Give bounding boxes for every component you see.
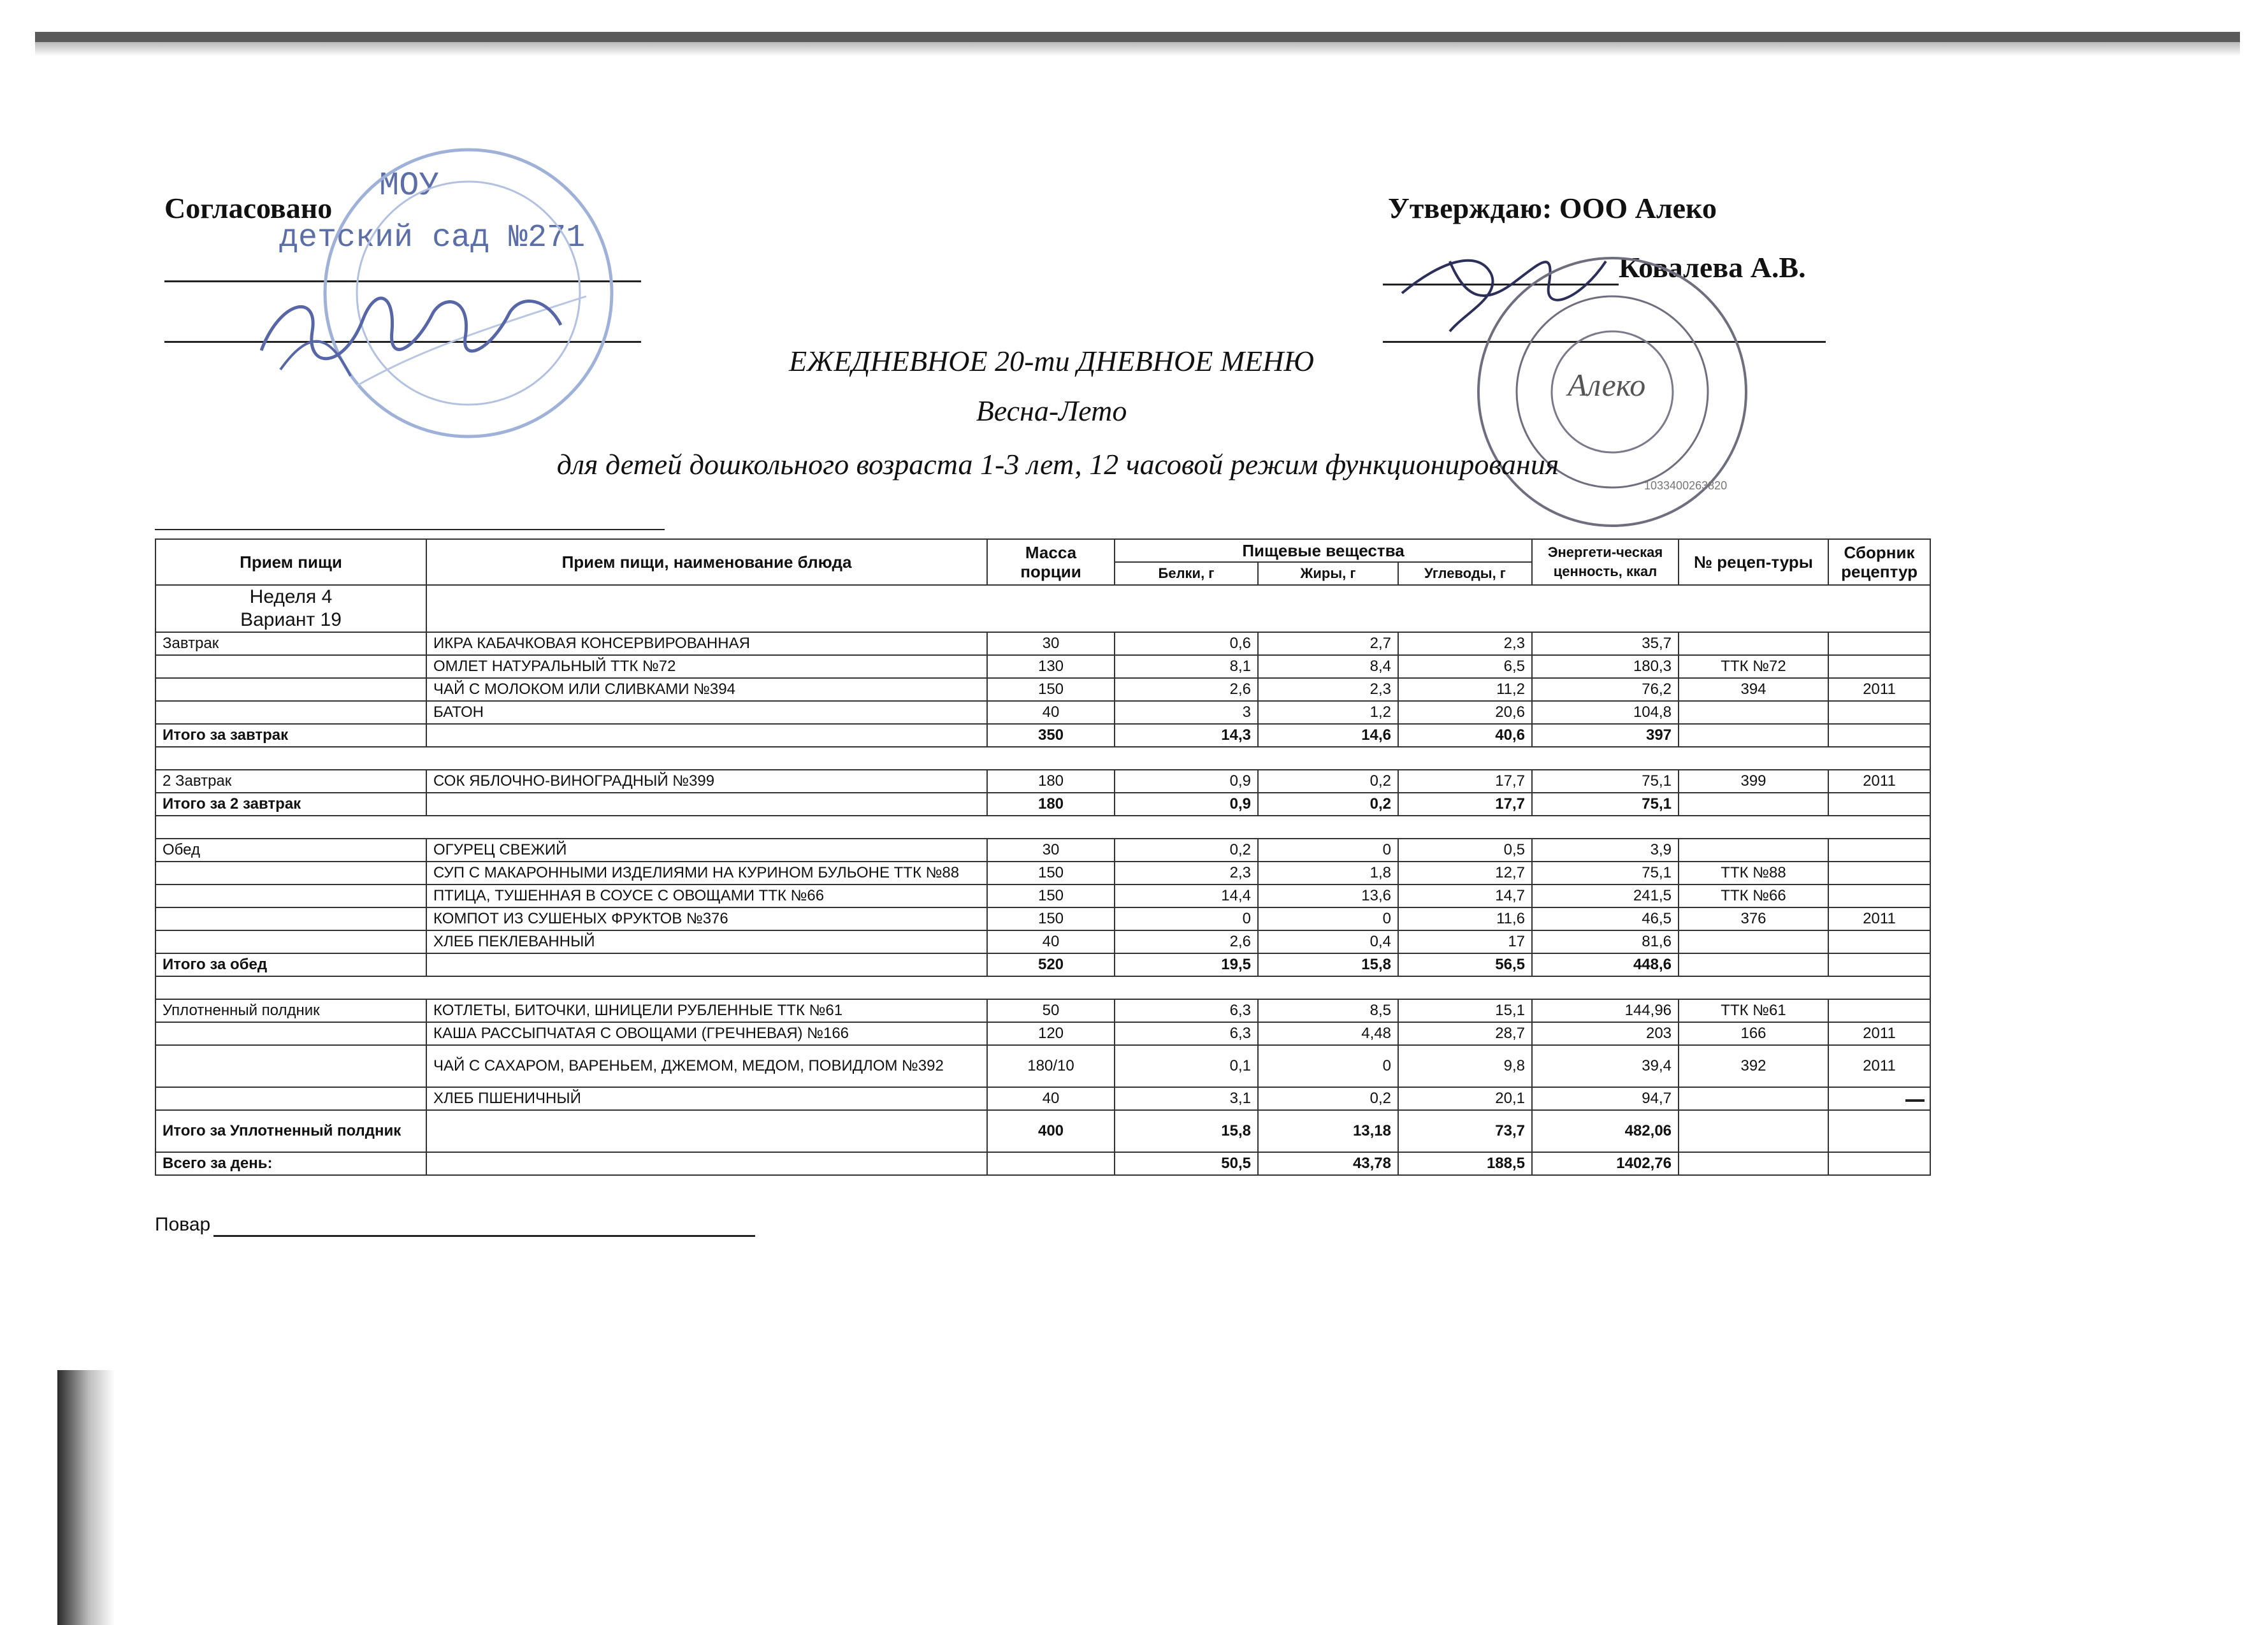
meal-cell: Итого за 2 завтрак <box>155 793 426 816</box>
stamp-kindergarten-text: детский сад №271 <box>279 220 586 256</box>
meal-cell <box>155 655 426 678</box>
meal-cell: Итого за завтрак <box>155 724 426 747</box>
fat-cell: 13,18 <box>1258 1110 1398 1152</box>
energy-cell: 35,7 <box>1532 632 1679 655</box>
meal-cell <box>155 1045 426 1087</box>
mass-cell: 350 <box>987 724 1115 747</box>
meal-cell <box>155 907 426 930</box>
collection-cell <box>1828 930 1930 953</box>
col-recipe-header: № рецеп-туры <box>1679 539 1828 585</box>
col-fat-header: Жиры, г <box>1258 562 1398 585</box>
energy-cell: 81,6 <box>1532 930 1679 953</box>
recipe-cell: ТТК №66 <box>1679 885 1828 907</box>
carbs-cell: 17,7 <box>1398 793 1532 816</box>
meal-cell: Завтрак <box>155 632 426 655</box>
carbs-cell: 73,7 <box>1398 1110 1532 1152</box>
stamp-org-text: МОУ <box>379 167 439 205</box>
protein-cell: 19,5 <box>1115 953 1258 976</box>
recipe-cell <box>1679 839 1828 862</box>
collection-cell <box>1828 1152 1930 1175</box>
collection-cell: 2011 <box>1828 1022 1930 1045</box>
meal-cell: Обед <box>155 839 426 862</box>
protein-cell: 0,1 <box>1115 1045 1258 1087</box>
carbs-cell: 17 <box>1398 930 1532 953</box>
carbs-cell: 11,2 <box>1398 678 1532 701</box>
col-dish-header: Прием пищи, наименование блюда <box>426 539 987 585</box>
mass-cell: 520 <box>987 953 1115 976</box>
carbs-cell: 28,7 <box>1398 1022 1532 1045</box>
mass-cell: 150 <box>987 862 1115 885</box>
col-protein-header: Белки, г <box>1115 562 1258 585</box>
menu-table <box>155 538 1931 1176</box>
total-row <box>155 953 1930 976</box>
mass-cell: 400 <box>987 1110 1115 1152</box>
fat-cell: 0 <box>1258 907 1398 930</box>
table-row <box>155 907 1930 930</box>
energy-cell: 482,06 <box>1532 1110 1679 1152</box>
meal-cell <box>155 862 426 885</box>
fat-cell: 0 <box>1258 839 1398 862</box>
fat-cell: 2,3 <box>1258 678 1398 701</box>
recipe-cell <box>1679 793 1828 816</box>
spacer-cell <box>155 976 1930 999</box>
fat-cell: 1,8 <box>1258 862 1398 885</box>
carbs-cell: 2,3 <box>1398 632 1532 655</box>
fat-cell: 0,2 <box>1258 793 1398 816</box>
dish-cell: СОК ЯБЛОЧНО-ВИНОГРАДНЫЙ №399 <box>426 770 987 793</box>
total-row <box>155 1152 1930 1175</box>
mass-cell: 40 <box>987 1087 1115 1110</box>
col-meal-header: Прием пищи <box>155 539 426 585</box>
col-nutrients-header: Пищевые вещества <box>1115 539 1532 562</box>
fat-cell: 4,48 <box>1258 1022 1398 1045</box>
protein-cell: 50,5 <box>1115 1152 1258 1175</box>
protein-cell: 0,2 <box>1115 839 1258 862</box>
col-mass-header: Масса порции <box>987 539 1115 585</box>
carbs-cell: 11,6 <box>1398 907 1532 930</box>
energy-cell: 203 <box>1532 1022 1679 1045</box>
protein-cell: 2,6 <box>1115 678 1258 701</box>
recipe-cell <box>1679 724 1828 747</box>
mass-cell: 180 <box>987 770 1115 793</box>
dish-cell: КОМПОТ ИЗ СУШЕНЫХ ФРУКТОВ №376 <box>426 907 987 930</box>
table-row <box>155 701 1930 724</box>
meal-cell: Всего за день: <box>155 1152 426 1175</box>
stamp-ogrn: 1033400263820 <box>1644 479 1728 492</box>
table-row <box>155 632 1930 655</box>
menu-title: ЕЖЕДНЕВНОЕ 20-ти ДНЕВНОЕ МЕНЮ <box>789 345 1314 377</box>
collection-cell <box>1828 632 1930 655</box>
energy-cell: 448,6 <box>1532 953 1679 976</box>
fat-cell: 0,4 <box>1258 930 1398 953</box>
collection-cell: 2011 <box>1828 678 1930 701</box>
energy-cell: 180,3 <box>1532 655 1679 678</box>
spacer-row <box>155 816 1930 839</box>
fat-cell: 1,2 <box>1258 701 1398 724</box>
energy-cell: 75,1 <box>1532 862 1679 885</box>
divider-line <box>155 529 665 530</box>
carbs-cell: 9,8 <box>1398 1045 1532 1087</box>
agreed-label: Согласовано <box>164 192 333 224</box>
recipe-cell <box>1679 1152 1828 1175</box>
scan-top-shadow <box>35 42 2240 56</box>
mass-cell: 130 <box>987 655 1115 678</box>
fat-cell: 8,5 <box>1258 999 1398 1022</box>
collection-cell <box>1828 655 1930 678</box>
protein-cell: 14,4 <box>1115 885 1258 907</box>
week-variant-cell <box>155 585 426 632</box>
week-row-spacer <box>426 585 1930 632</box>
total-row <box>155 724 1930 747</box>
dish-cell: ЧАЙ С САХАРОМ, ВАРЕНЬЕМ, ДЖЕМОМ, МЕДОМ, ПОВИДЛОМ №392 <box>426 1045 987 1087</box>
energy-cell: 1402,76 <box>1532 1152 1679 1175</box>
mass-cell: 150 <box>987 678 1115 701</box>
fat-cell: 43,78 <box>1258 1152 1398 1175</box>
menu-season: Весна-Лето <box>976 394 1127 427</box>
week-row <box>155 585 1930 632</box>
stamp-center-text: Алеко <box>1568 367 1646 403</box>
collection-cell <box>1828 839 1930 862</box>
week-label: Неделя 4 <box>249 586 333 607</box>
mass-cell: 180/10 <box>987 1045 1115 1087</box>
collection-cell: 2011 <box>1828 907 1930 930</box>
carbs-cell: 188,5 <box>1398 1152 1532 1175</box>
fat-cell: 0,2 <box>1258 1087 1398 1110</box>
collection-cell <box>1828 953 1930 976</box>
carbs-cell: 0,5 <box>1398 839 1532 862</box>
dish-cell <box>426 1110 987 1152</box>
recipe-cell <box>1679 953 1828 976</box>
table-row <box>155 1022 1930 1045</box>
variant-label: Вариант 19 <box>240 609 342 630</box>
energy-cell: 75,1 <box>1532 793 1679 816</box>
cook-label: Повар <box>155 1214 211 1235</box>
dish-cell: ИКРА КАБАЧКОВАЯ КОНСЕРВИРОВАННАЯ <box>426 632 987 655</box>
carbs-cell: 12,7 <box>1398 862 1532 885</box>
collection-cell <box>1828 701 1930 724</box>
energy-cell: 39,4 <box>1532 1045 1679 1087</box>
table-row <box>155 999 1930 1022</box>
col-carbs-header: Углеводы, г <box>1398 562 1532 585</box>
cook-signature-line <box>213 1235 755 1237</box>
mass-cell <box>987 1152 1115 1175</box>
energy-cell: 3,9 <box>1532 839 1679 862</box>
carbs-cell: 6,5 <box>1398 655 1532 678</box>
dish-cell: СУП С МАКАРОННЫМИ ИЗДЕЛИЯМИ НА КУРИНОМ БУЛЬОНЕ ТТК №88 <box>426 862 987 885</box>
recipe-cell: 394 <box>1679 678 1828 701</box>
meal-cell <box>155 1022 426 1045</box>
energy-cell: 94,7 <box>1532 1087 1679 1110</box>
collection-cell <box>1828 862 1930 885</box>
protein-cell: 0,9 <box>1115 793 1258 816</box>
fat-cell: 14,6 <box>1258 724 1398 747</box>
carbs-cell: 40,6 <box>1398 724 1532 747</box>
meal-cell: Уплотненный полдник <box>155 999 426 1022</box>
energy-cell: 104,8 <box>1532 701 1679 724</box>
recipe-cell: 166 <box>1679 1022 1828 1045</box>
recipe-cell <box>1679 1087 1828 1110</box>
protein-cell: 0 <box>1115 907 1258 930</box>
table-row <box>155 655 1930 678</box>
total-row <box>155 1110 1930 1152</box>
meal-cell: Итого за обед <box>155 953 426 976</box>
meal-cell <box>155 678 426 701</box>
carbs-cell: 20,1 <box>1398 1087 1532 1110</box>
dish-cell: ПТИЦА, ТУШЕННАЯ В СОУСЕ С ОВОЩАМИ ТТК №66 <box>426 885 987 907</box>
protein-cell: 6,3 <box>1115 999 1258 1022</box>
protein-cell: 14,3 <box>1115 724 1258 747</box>
dish-cell <box>426 724 987 747</box>
mass-cell: 30 <box>987 632 1115 655</box>
mass-cell: 40 <box>987 930 1115 953</box>
table-row <box>155 1045 1930 1087</box>
protein-cell: 2,6 <box>1115 930 1258 953</box>
recipe-cell: 376 <box>1679 907 1828 930</box>
energy-cell: 397 <box>1532 724 1679 747</box>
fat-cell: 0 <box>1258 1045 1398 1087</box>
mass-cell: 40 <box>987 701 1115 724</box>
recipe-cell <box>1679 1110 1828 1152</box>
dish-cell: ХЛЕБ ПШЕНИЧНЫЙ <box>426 1087 987 1110</box>
dish-cell <box>426 793 987 816</box>
spacer-row <box>155 976 1930 999</box>
recipe-cell: ТТК №61 <box>1679 999 1828 1022</box>
col-collection-header: Сборник рецептур <box>1828 539 1930 585</box>
table-row <box>155 862 1930 885</box>
protein-cell: 2,3 <box>1115 862 1258 885</box>
recipe-cell: ТТК №72 <box>1679 655 1828 678</box>
table-row <box>155 1087 1930 1110</box>
meal-cell <box>155 930 426 953</box>
carbs-cell: 17,7 <box>1398 770 1532 793</box>
dish-cell <box>426 1152 987 1175</box>
spacer-cell <box>155 747 1930 770</box>
carbs-cell: 14,7 <box>1398 885 1532 907</box>
table-row <box>155 839 1930 862</box>
protein-cell: 6,3 <box>1115 1022 1258 1045</box>
table-row <box>155 885 1930 907</box>
energy-cell: 76,2 <box>1532 678 1679 701</box>
mass-cell: 180 <box>987 793 1115 816</box>
energy-cell: 75,1 <box>1532 770 1679 793</box>
dish-cell: ОМЛЕТ НАТУРАЛЬНЫЙ ТТК №72 <box>426 655 987 678</box>
recipe-cell: 399 <box>1679 770 1828 793</box>
meal-cell: 2 Завтрак <box>155 770 426 793</box>
meal-cell <box>155 885 426 907</box>
dish-cell <box>426 953 987 976</box>
recipe-cell <box>1679 632 1828 655</box>
dish-cell: КАША РАССЫПЧАТАЯ С ОВОЩАМИ (ГРЕЧНЕВАЯ) №166 <box>426 1022 987 1045</box>
fat-cell: 0,2 <box>1258 770 1398 793</box>
fat-cell: 15,8 <box>1258 953 1398 976</box>
meal-cell: Итого за Уплотненный полдник <box>155 1110 426 1152</box>
collection-cell <box>1828 885 1930 907</box>
dish-cell: БАТОН <box>426 701 987 724</box>
energy-cell: 46,5 <box>1532 907 1679 930</box>
mass-cell: 30 <box>987 839 1115 862</box>
spacer-row <box>155 747 1930 770</box>
dish-cell: ЧАЙ С МОЛОКОМ ИЛИ СЛИВКАМИ №394 <box>426 678 987 701</box>
collection-cell <box>1828 793 1930 816</box>
collection-cell <box>1828 999 1930 1022</box>
fat-cell: 13,6 <box>1258 885 1398 907</box>
energy-cell: 144,96 <box>1532 999 1679 1022</box>
protein-cell: 0,6 <box>1115 632 1258 655</box>
table-row <box>155 678 1930 701</box>
menu-subtitle: для детей дошкольного возраста 1-3 лет, 12 часовой режим функционирования <box>556 448 1559 480</box>
mass-cell: 150 <box>987 885 1115 907</box>
recipe-cell: 392 <box>1679 1045 1828 1087</box>
mass-cell: 150 <box>987 907 1115 930</box>
table-row <box>155 930 1930 953</box>
total-row <box>155 793 1930 816</box>
meal-cell <box>155 701 426 724</box>
mass-cell: 50 <box>987 999 1115 1022</box>
scan-top-edge <box>35 32 2240 42</box>
collection-cell: 2011 <box>1828 770 1930 793</box>
mass-cell: 120 <box>987 1022 1115 1045</box>
recipe-cell: ТТК №88 <box>1679 862 1828 885</box>
carbs-cell: 56,5 <box>1398 953 1532 976</box>
carbs-cell: 20,6 <box>1398 701 1532 724</box>
spacer-cell <box>155 816 1930 839</box>
protein-cell: 8,1 <box>1115 655 1258 678</box>
protein-cell: 3,1 <box>1115 1087 1258 1110</box>
collection-cell <box>1828 1110 1930 1152</box>
protein-cell: 15,8 <box>1115 1110 1258 1152</box>
approver-name: Ковалева А.В. <box>1619 251 1806 284</box>
meal-cell <box>155 1087 426 1110</box>
fat-cell: 8,4 <box>1258 655 1398 678</box>
recipe-cell <box>1679 701 1828 724</box>
protein-cell: 0,9 <box>1115 770 1258 793</box>
fat-cell: 2,7 <box>1258 632 1398 655</box>
approve-label: Утверждаю: ООО Алеко <box>1388 192 1717 224</box>
recipe-cell <box>1679 930 1828 953</box>
col-energy-header: Энергети-ческая ценность, ккал <box>1532 539 1679 585</box>
scan-left-shadow <box>57 1370 115 1625</box>
energy-cell: 241,5 <box>1532 885 1679 907</box>
table-row <box>155 770 1930 793</box>
collection-cell <box>1828 724 1930 747</box>
dish-cell: ХЛЕБ ПЕКЛЕВАННЫЙ <box>426 930 987 953</box>
carbs-cell: 15,1 <box>1398 999 1532 1022</box>
dish-cell: КОТЛЕТЫ, БИТОЧКИ, ШНИЦЕЛИ РУБЛЕННЫЕ ТТК №61 <box>426 999 987 1022</box>
collection-cell: 2011 <box>1828 1045 1930 1087</box>
dish-cell: ОГУРЕЦ СВЕЖИЙ <box>426 839 987 862</box>
collection-cell <box>1828 1087 1930 1110</box>
protein-cell: 3 <box>1115 701 1258 724</box>
